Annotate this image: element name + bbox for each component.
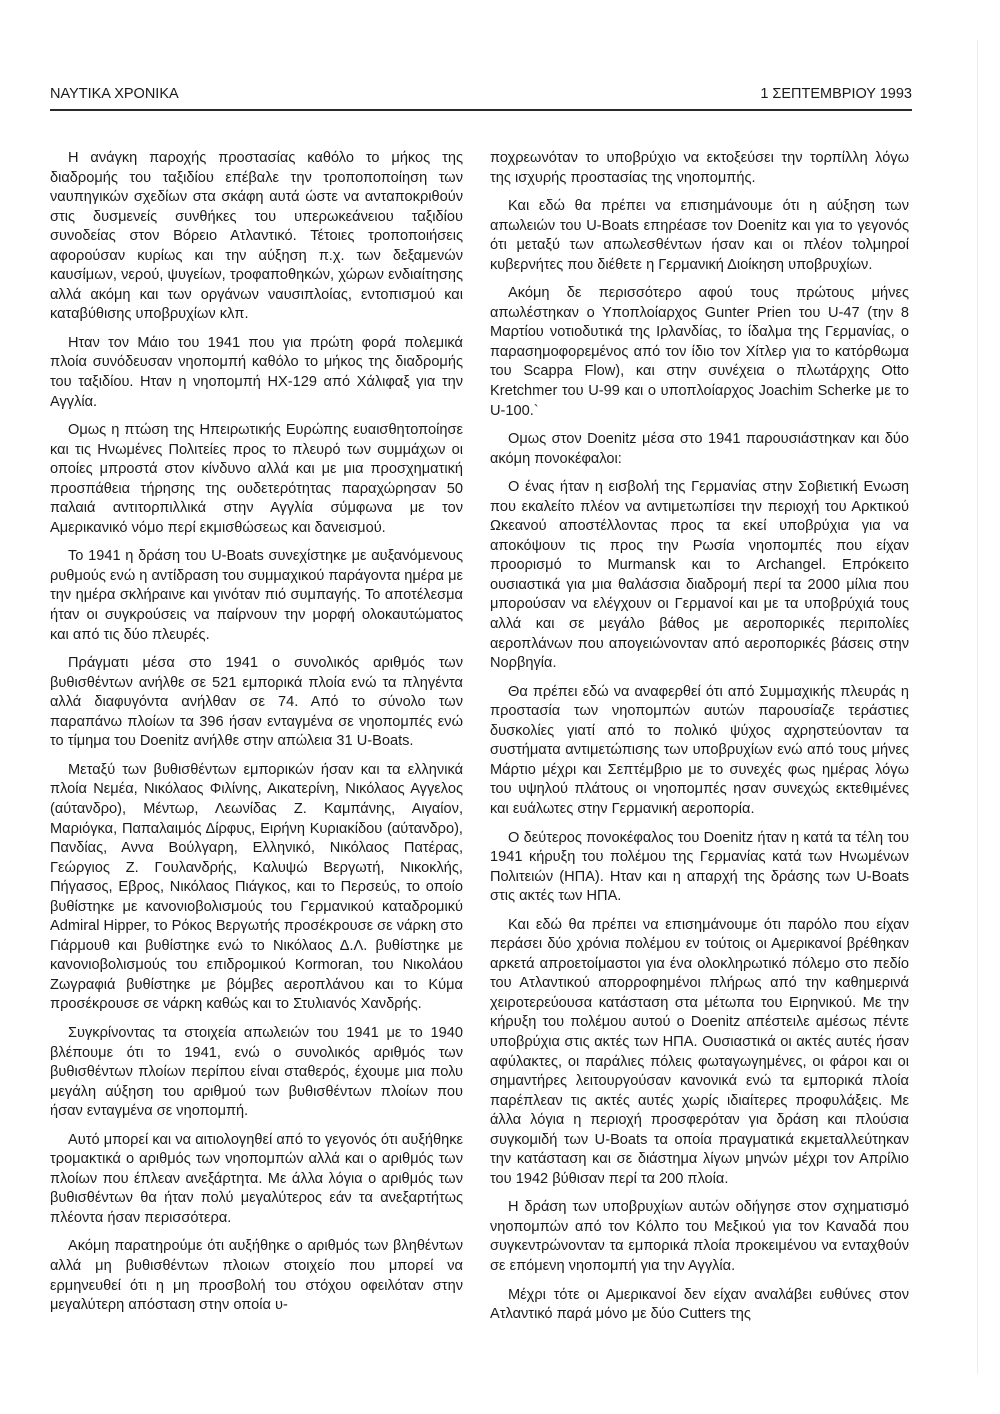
paragraph: Μέχρι τότε οι Αμερικανοί δεν είχαν αναλάβει ευθύνες στον Ατλαντικό παρά μόνο με δύο Cutters της xyxy=(490,1286,909,1323)
paragraph: Μεταξύ των βυθισθέντων εμπορικών ήσαν και τα ελληνικά πλοία Νεμέα, Νικόλαος Φιλίνης, Αικατερίνη, Νικόλαος Αγγελος (αύτανδρο), Μέντωρ, Λεωνίδας Ζ. Καμπάνης, Αιγαίον, Μαριόγκα, Παπαλαιμός Δίρφυς, Ειρήνη Κυριακίδου (αύτανδρο), Πανδίας, Αννα Βούλγαρη, Ελληνικό, Νικόλαος Πατέρας, Γεώργιος Ζ. Γουλανδρής, Καλυψώ Βεργωτή, Νικοκλής, Πήγασος, Εβρος, Νικόλαος Πιάγκος, και το Περσεύς, το οποίο βυθίστηκε με κανονιοβολισμούς του Γερμανικού καταδρομικύ Admiral Hipper, το Ρόκος Βεργωτής προσέκρουσε σε νάρκη στο Γιάρμουθ και βυθίστηκε ενώ το Νικόλαος Δ.Λ. βυθίστηκε με κανονιοβολισμούς του επιδρομικού Kormoran, του Νικολάου Ζωγραφιά βυθίστηκε με βόμβες αεροπλάνου και το Κύμα προσέκρουσε σε νάρκη καθώς και το Στυλιανός Χανδρής. xyxy=(50,761,463,1013)
left-column xyxy=(50,149,463,1325)
publication-title: ΝΑΥΤΙΚΑ ΧΡΟΝΙΚΑ xyxy=(50,86,179,102)
page-header xyxy=(50,86,912,106)
paragraph: Η ανάγκη παροχής προστασίας καθόλο το μήκος της διαδρομής του ταξιδίου επέβαλε την τροποποποίηση των ναυπηγικών σχεδίων στα σκάφη αυτά ώστε να ανταποκριθούν στις δυσμενείς συνθήκες του υπερωκεάνειου ταξιδίου συνοδείας στον Βόρειο Ατλαντικό. Τέτοιες τροποποιήσεις αφορούσαν κυρίως και την αύξηση π.χ. των δεξαμενών καυσίμων, νερού, ψυγείων, τροφαποθηκών, χώρων ενδιαίτησης αλλά ακόμη και των οργάνων ναυσιπλοίας, εντοπισμού και καταβύθισης υποβρυχίων κλπ. xyxy=(50,150,463,323)
paragraph: Και εδώ θα πρέπει να επισημάνουμε ότι παρόλο που είχαν περάσει δύο χρόνια πολέμου εν τούτοις οι Αμερικανοί βρέθηκαν αρκετά απροετοίμαστοι για ένα ολοκληρωτικό πόλεμο στο πεδίο του Ατλαντικού απορροφημένοι πλήρως από την καθημερινά χειροτερεύουσα κατάσταση στα μέτωπα του Ειρηνικού. Με την κήρυξη του πολέμου αυτού ο Doenitz απέστειλε αμέσως πέντε υποβρύχια στις ακτές των ΗΠΑ. Ουσιαστικά οι ακτές αυτές ήσαν αφύλακτες, οι παράλιες πόλεις φωταγωγημένες, οι φάροι και οι σημαντήρες λειτουργούσαν κανονικά ενώ τα εμπορικά πλοία παρέπλεαν τις ακτές αυτές χωρίς ιδιαίτερες προφυλάξεις. Με άλλα λόγια η περιοχή προσφερόταν για δράση και πλούσια συγκομιδή των U-Boats τα οποία πραγματικά εκμεταλλεύτηκαν την κατάσταση και σε διάστημα λίγων μηνών μέχρι τον Απρίλιο του 1942 βύθισαν περί τα 200 πλοία. xyxy=(490,916,909,1187)
paragraph: Ομως στον Doenitz μέσα στο 1941 παρουσιάστηκαν και δύο ακόμη πονοκέφαλοι: xyxy=(490,431,909,467)
header-rule xyxy=(50,109,912,111)
paragraph: Η δράση των υποβρυχίων αυτών οδήγησε στον σχηματισμό νηοπομπών από τον Κόλπο του Μεξικού για τον Καναδά που συγκεντρώνονταν τα εμπορικά πλοία προκειμένου να ενταχθούν σε επόμενη νηοπομπή για την Αγγλία. xyxy=(490,1199,909,1274)
paragraph: Ηταν τον Μάιο του 1941 που για πρώτη φορά πολεμικά πλοία συνόδευσαν νηοπομπή καθόλο το μήκος της διαδρομής του ταξιδίου. Ηταν η νηοπομπή ΗΧ-129 από Χάλιφαξ για την Αγγλία. xyxy=(50,334,463,410)
paragraph-continuation: ποχρεωνόταν το υποβρύχιο να εκτοξεύσει την τορπίλλη λόγω της ισχυρής προστασίας της νηοπομπής. xyxy=(490,150,909,186)
paragraph: Ο δεύτερος πονοκέφαλος του Doenitz ήταν η κατά τα τέλη του 1941 κήρυξη του πολέμου της Γερμανίας κατά των Ηνωμένων Πολιτειών (ΗΠΑ). Ηταν και η απαρχή της δράσης των U-Boats στις ακτές των ΗΠΑ. xyxy=(490,829,909,905)
right-column xyxy=(490,149,909,1334)
paragraph: Και εδώ θα πρέπει να επισημάνουμε ότι η αύξηση των απωλειών του U-Boats επηρέασε τον Doenitz και για το γεγονός ότι μεταξύ των απωλεσθέντων ήσαν και οι πλέον τολμηροί κυβερνήτες που διέθετε η Γερμανική Διοίκηση υποβρυχίων. xyxy=(490,198,909,273)
paragraph: Πράγματι μέσα στο 1941 ο συνολικός αριθμός των βυθισθέντων ανήλθε σε 521 εμπορικά πλοία ενώ τα πληγέντα αλλά διαφυγόντα ανήλθαν σε 74. Από το σύνολο των παραπάνω πλοίων τα 396 ήσαν ενταγμένα σε νηοπομπές ενώ το τίμημα του Doenitz ανήλθε στην απώλεια 31 U-Boats. xyxy=(50,655,463,750)
paragraph: Ο ένας ήταν η εισβολή της Γερμανίας στην Σοβιετική Ενωση που εκαλείτο πλέον να αντιμετωπίσει την περιοχή του Αρκτικού Ωκεανού αποστέλλοντας προς τα εκεί υποβρύχια για να αποκόψουν τις προς την Ρωσία νηοπομπές που είχαν προορισμό το Murmansk και το Archangel. Επρόκειτο ουσιαστικά για μια θαλάσσια διαδρομή περί τα 2000 μίλια που μπορούσαν να ελέγχουν οι Γερμανοί και με τα υποβρύχιά τους αλλά και σε μεγάλο βάθος με αεροπορικές περιπολίες αεροπλάνων που απογειώνονταν από αεροπορικές βάσεις στην Νορβηγία. xyxy=(490,479,909,672)
paragraph: Ακόμη παρατηρούμε ότι αυξήθηκε ο αριθμός των βληθέντων αλλά μη βυθισθέντων πλοιων στοιχείο που μπορεί να ερμηνευθεί ότι η μη προσβολή του στόχου οφειλόταν στην μεγαλύτερη απόσταση στην οποία υ- xyxy=(50,1238,463,1314)
paragraph: Θα πρέπει εδώ να αναφερθεί ότι από Συμμαχικής πλευράς η προστασία των νηοπομπών αυτών παρουσίαζε τεράστιες δυσκολίες γιατί από το πολικό ψύχος αχρηστεύονταν τα συστήματα αντιμετώπισης των υποβρυχίων ενώ από τους μήνες Μάρτιο μέχρι και Σεπτέμβριο με το συνεχές φως ημέρας λόγω του υψηλού πλάτους οι νηοπομπές ησαν συνεχώς εκτεθιμένες και ευάλωτες στην Γερμανική αεροπορία. xyxy=(490,683,909,817)
paragraph: Το 1941 η δράση του U-Boats συνεχίστηκε με αυξανόμενους ρυθμούς ενώ η αντίδραση του συμμαχικού παράγοντα ημέρα με την ημέρα σκλήραινε και γινόταν πιό συμπαγής. Το αποτέλεσμα ήταν οι συγκρούσεις να παίρνουν την μορφή ολοκαυτώματος και από τις δύο πλευρές. xyxy=(50,548,463,643)
paragraph: Αυτό μπορεί και να αιτιολογηθεί από το γεγονός ότι αυξήθηκε τρομακτικά ο αριθμός των νηοπομπών αλλά και ο αριθμός των πλοίων που έπλεαν ανεξάρτητα. Με άλλα λόγια ο αριθμός των βυθισθέντων θα ήταν πολύ μεγαλύτερος εάν τα ανεξαρτήτως πλέοντα ήσαν περισσότερα. xyxy=(50,1131,463,1226)
paragraph: Συγκρίνοντας τα στοιχεία απωλειών του 1941 με το 1940 βλέπουμε ότι το 1941, ενώ ο συνολικός αριθμός των βυθισθέντων πλοίων περίπου είναι σταθερός, έχουμε μια πολυ μεγάλη αύξηση του αριθμού των βυθισθέντων πλοίων που ήσαν ενταγμένα σε νηοπομπή. xyxy=(50,1024,463,1120)
page-edge xyxy=(977,40,978,1374)
paragraph: Ακόμη δε περισσότερο αφού τους πρώτους μήνες απωλέστηκαν ο Υποπλοίαρχος Gunter Prien του U-47 (την 8 Μαρτίου νοτιοδυτικά της Ιρλανδίας, το ίδαλμα της Γερμανίας, ο παρασημοφορεμένος από τον ίδιο τον Χίτλερ για το κατόρθωμα του Scappa Flow), και στην συνέχεια ο πλωτάρχης Otto Kretchmer του U-99 και ο υποπλοίαρχος Joachim Scherke με το U-100.` xyxy=(490,285,909,419)
issue-date: 1 ΣΕΠΤΕΜΒΡΙΟΥ 1993 xyxy=(760,86,912,102)
paragraph: Ομως η πτώση της Ηπειρωτικής Ευρώπης ευαισθητοποίησε και τις Ηνωμένες Πολιτείες προς το πλευρό των συμμάχων οι οποίες μπροστά στον κίνδυνο αλλά και με μια προσχηματική προσπάθεια τήρησης της ουδετερότητας παραχώρησαν 50 παλαιά αντιτορπιλλικά στην Αγγλία σύμφωνα με τον Αμερικανικό νόμο περί εκμισθώσεως και δανεισμού. xyxy=(50,422,463,536)
